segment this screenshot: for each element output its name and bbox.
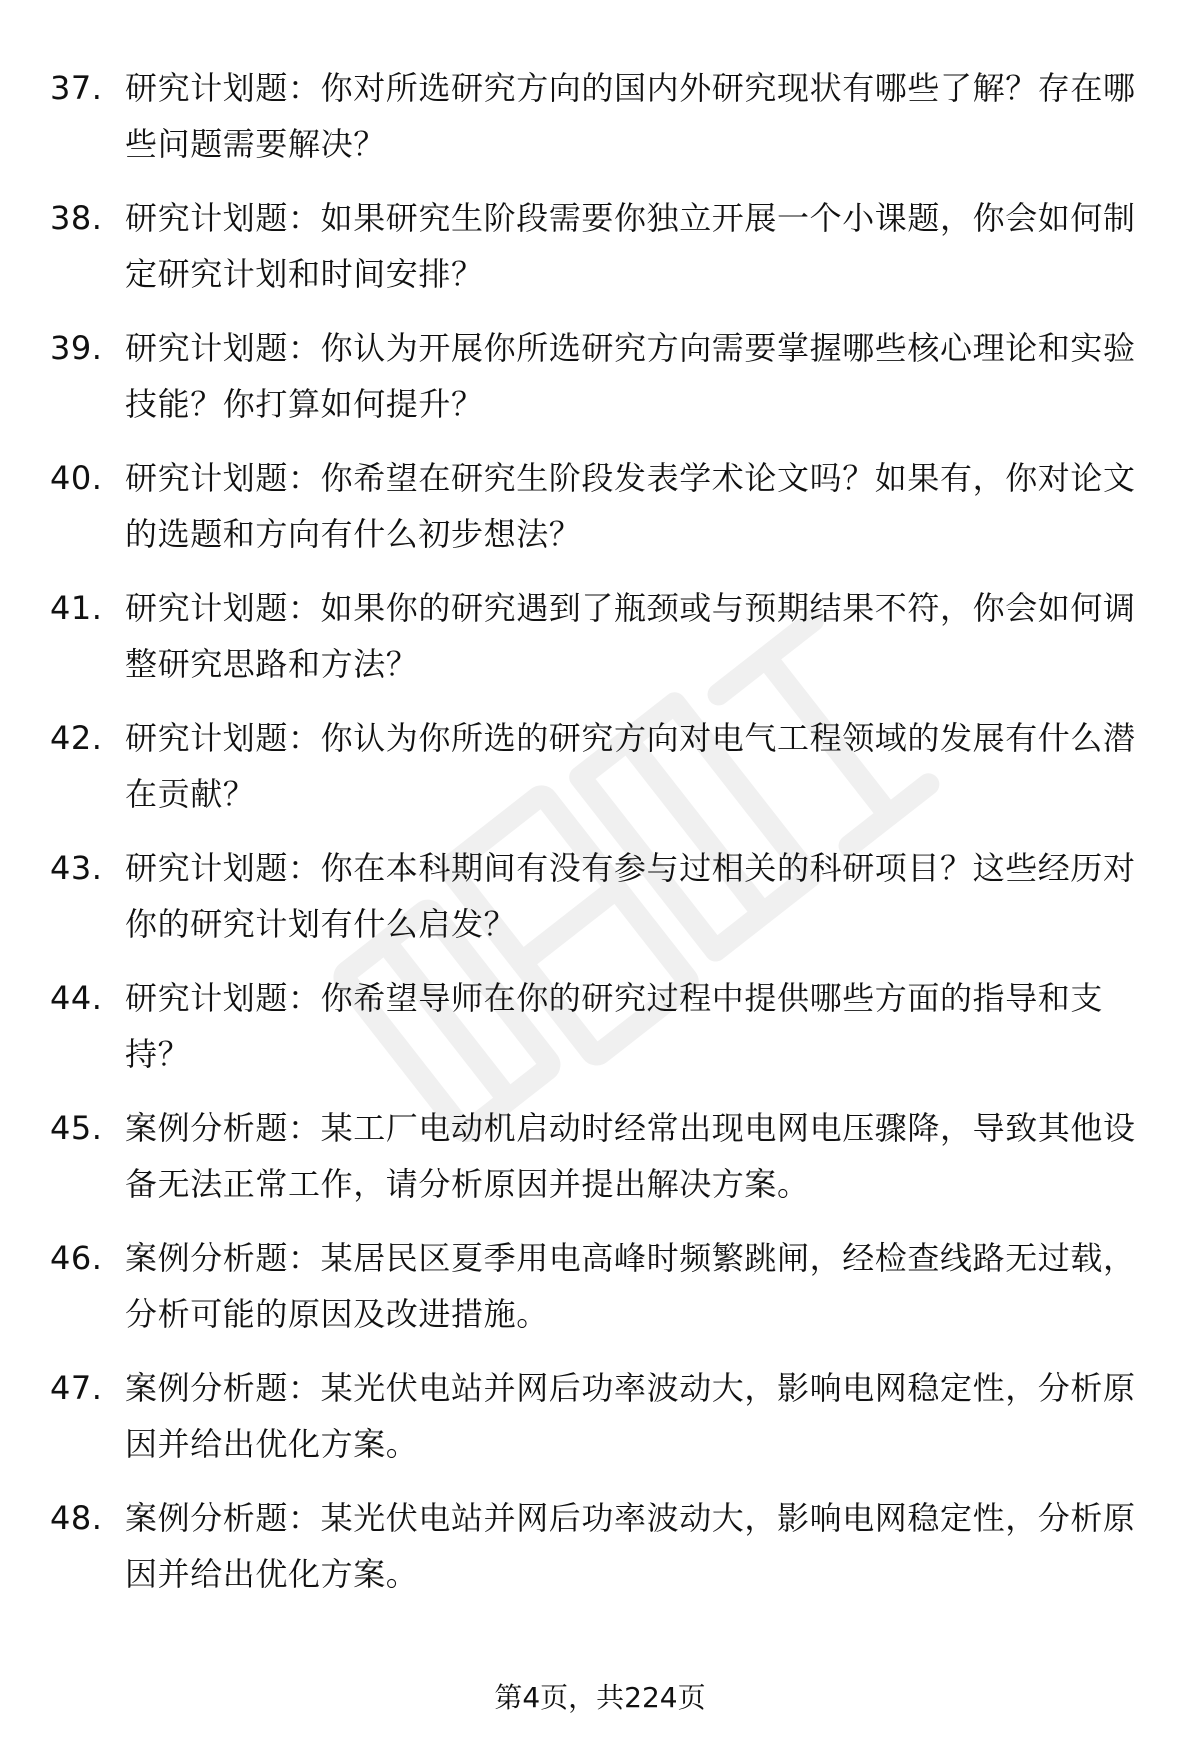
question-number: 39. [50, 329, 103, 367]
question-item [50, 580, 1150, 710]
question-item [50, 450, 1150, 580]
question-text: 研究计划题：你认为你所选的研究方向对电气工程领域的发展有什么潜在贡献？ [125, 719, 1136, 813]
question-item [50, 190, 1150, 320]
question-number: 41. [50, 589, 103, 627]
question-text: 研究计划题：你在本科期间有没有参与过相关的科研项目？这些经历对你的研究计划有什么启发？ [125, 849, 1136, 943]
question-number: 38. [50, 199, 103, 237]
question-item [50, 840, 1150, 970]
page-footer: 第4页，共224页 [494, 1681, 706, 1714]
question-text: 研究计划题：你认为开展你所选研究方向需要掌握哪些核心理论和实验技能？你打算如何提升？ [125, 329, 1136, 423]
question-text: 研究计划题：如果研究生阶段需要你独立开展一个小课题，你会如何制定研究计划和时间安排？ [125, 199, 1136, 293]
question-item [50, 320, 1150, 450]
question-text: 研究计划题：你希望导师在你的研究过程中提供哪些方面的指导和支持？ [125, 979, 1104, 1073]
question-list [50, 60, 1150, 1620]
question-text: 案例分析题：某光伏电站并网后功率波动大，影响电网稳定性，分析原因并给出优化方案。 [125, 1369, 1136, 1463]
question-item [50, 1490, 1150, 1620]
question-number: 40. [50, 459, 103, 497]
question-item [50, 1360, 1150, 1490]
question-number: 44. [50, 979, 103, 1017]
question-item [50, 1230, 1150, 1360]
question-number: 42. [50, 719, 103, 757]
question-text: 研究计划题：你对所选研究方向的国内外研究现状有哪些了解？存在哪些问题需要解决？ [125, 69, 1136, 163]
question-text: 案例分析题：某光伏电站并网后功率波动大，影响电网稳定性，分析原因并给出优化方案。 [125, 1499, 1136, 1593]
question-number: 48. [50, 1499, 103, 1537]
question-text: 研究计划题：你希望在研究生阶段发表学术论文吗？如果有，你对论文的选题和方向有什么初步想法？ [125, 459, 1136, 553]
question-number: 46. [50, 1239, 103, 1277]
question-item [50, 60, 1150, 190]
question-text: 研究计划题：如果你的研究遇到了瓶颈或与预期结果不符，你会如何调整研究思路和方法？ [125, 589, 1136, 683]
question-item [50, 1100, 1150, 1230]
question-text: 案例分析题：某工厂电动机启动时经常出现电网电压骤降，导致其他设备无法正常工作，请分析原因并提出解决方案。 [125, 1109, 1136, 1203]
question-item [50, 970, 1150, 1100]
question-number: 37. [50, 69, 103, 107]
question-item [50, 710, 1150, 840]
question-number: 47. [50, 1369, 103, 1407]
question-number: 45. [50, 1109, 103, 1147]
question-number: 43. [50, 849, 103, 887]
question-text: 案例分析题：某居民区夏季用电高峰时频繁跳闸，经检查线路无过载，分析可能的原因及改进措施。 [125, 1239, 1136, 1333]
